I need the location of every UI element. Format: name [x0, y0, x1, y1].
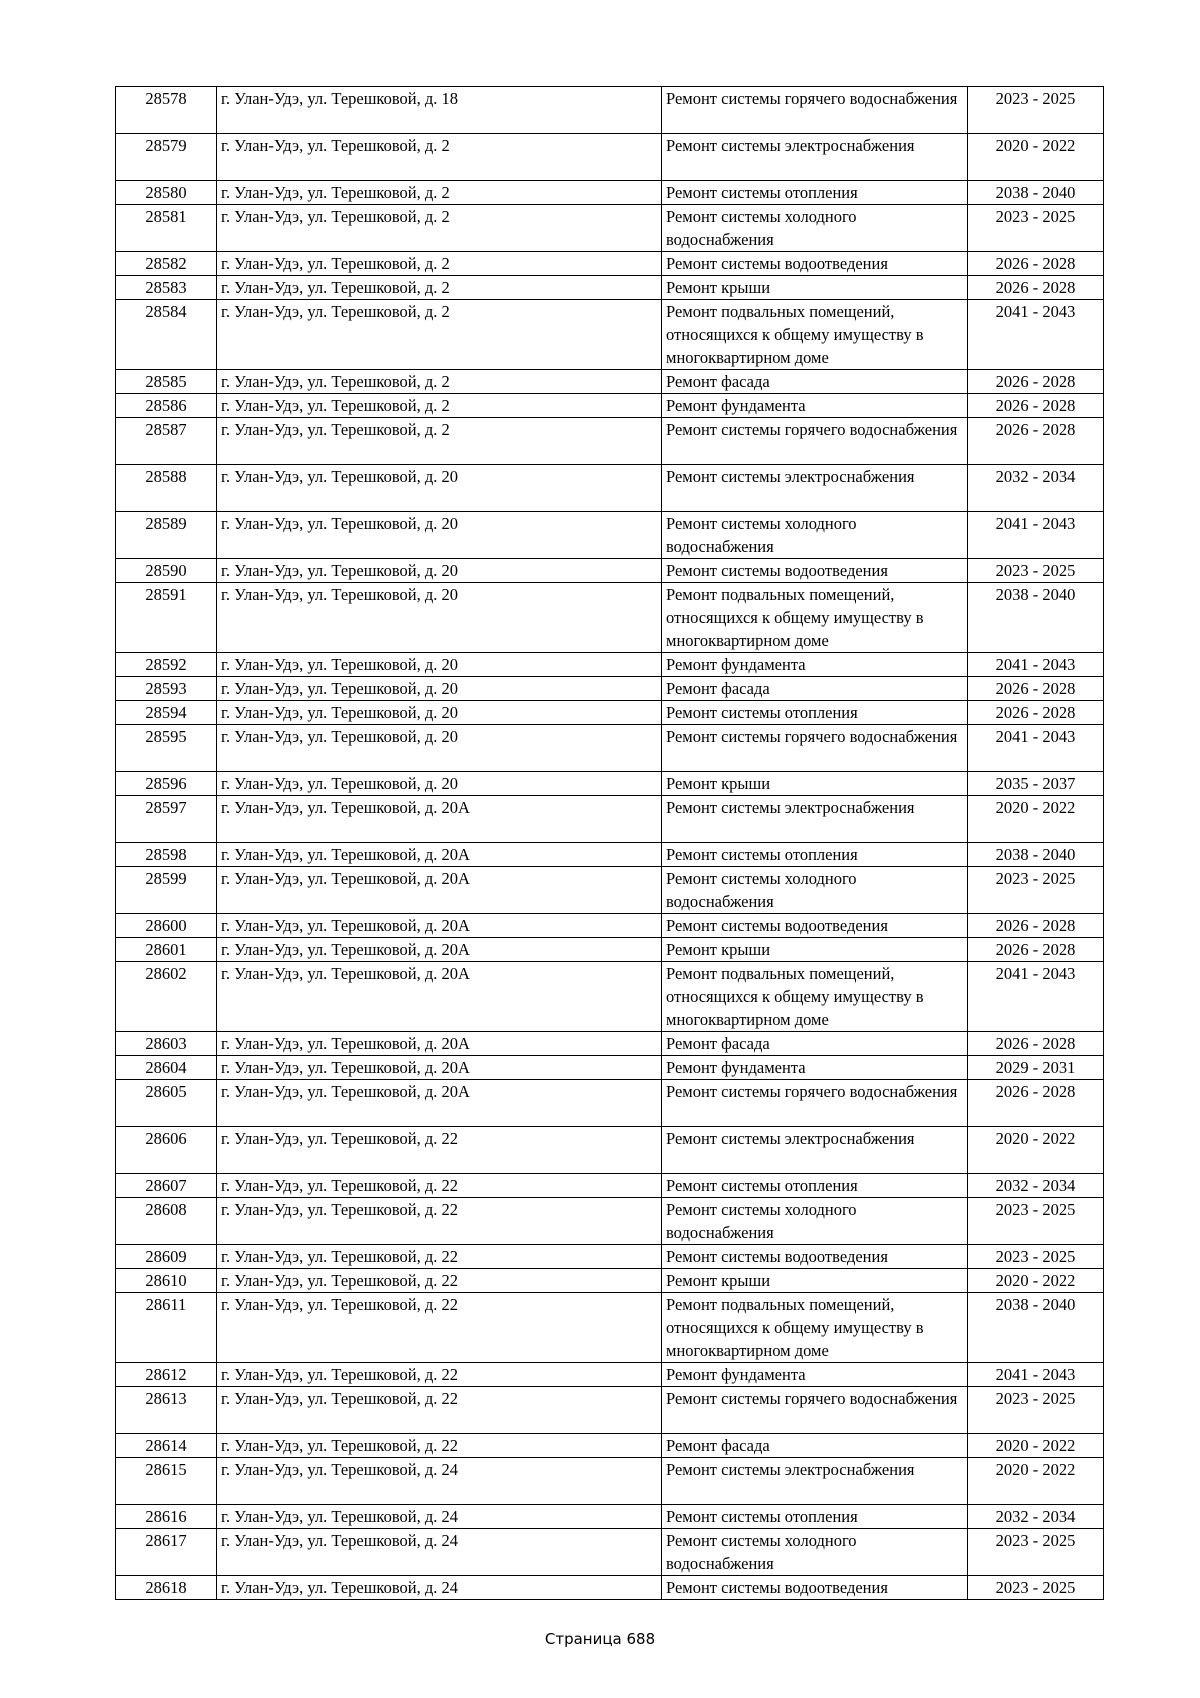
work-type-cell: Ремонт фасада	[662, 677, 968, 701]
period-cell: 2023 - 2025	[968, 1529, 1104, 1576]
table-row	[116, 653, 1104, 677]
period-cell: 2026 - 2028	[968, 394, 1104, 418]
row-id: 28602	[116, 962, 217, 1032]
period-cell: 2026 - 2028	[968, 418, 1104, 465]
row-id: 28609	[116, 1245, 217, 1269]
table-row	[116, 252, 1104, 276]
row-id: 28611	[116, 1293, 217, 1363]
row-id: 28596	[116, 772, 217, 796]
address-cell: г. Улан-Удэ, ул. Терешковой, д. 24	[217, 1458, 662, 1505]
period-cell: 2020 - 2022	[968, 1434, 1104, 1458]
table-row	[116, 1458, 1104, 1505]
address-cell: г. Улан-Удэ, ул. Терешковой, д. 20	[217, 465, 662, 512]
period-cell: 2020 - 2022	[968, 1127, 1104, 1174]
address-cell: г. Улан-Удэ, ул. Терешковой, д. 2	[217, 418, 662, 465]
table-row	[116, 938, 1104, 962]
period-cell: 2026 - 2028	[968, 1032, 1104, 1056]
period-cell: 2023 - 2025	[968, 1198, 1104, 1245]
work-type-cell: Ремонт подвальных помещений, относящихся к общему имуществу в многоквартирном доме	[662, 962, 968, 1032]
table-row	[116, 914, 1104, 938]
table-row	[116, 1576, 1104, 1600]
address-cell: г. Улан-Удэ, ул. Терешковой, д. 22	[217, 1434, 662, 1458]
period-cell: 2041 - 2043	[968, 1363, 1104, 1387]
period-cell: 2026 - 2028	[968, 370, 1104, 394]
address-cell: г. Улан-Удэ, ул. Терешковой, д. 20	[217, 725, 662, 772]
address-cell: г. Улан-Удэ, ул. Терешковой, д. 2	[217, 370, 662, 394]
period-cell: 2038 - 2040	[968, 843, 1104, 867]
row-id: 28601	[116, 938, 217, 962]
period-cell: 2020 - 2022	[968, 134, 1104, 181]
address-cell: г. Улан-Удэ, ул. Терешковой, д. 20А	[217, 914, 662, 938]
row-id: 28588	[116, 465, 217, 512]
period-cell: 2026 - 2028	[968, 701, 1104, 725]
table-row	[116, 512, 1104, 559]
address-cell: г. Улан-Удэ, ул. Терешковой, д. 20	[217, 512, 662, 559]
table-row	[116, 701, 1104, 725]
period-cell: 2041 - 2043	[968, 300, 1104, 370]
table-row	[116, 725, 1104, 772]
work-type-cell: Ремонт фундамента	[662, 1363, 968, 1387]
address-cell: г. Улан-Удэ, ул. Терешковой, д. 24	[217, 1529, 662, 1576]
row-id: 28618	[116, 1576, 217, 1600]
row-id: 28605	[116, 1080, 217, 1127]
address-cell: г. Улан-Удэ, ул. Терешковой, д. 20А	[217, 1056, 662, 1080]
row-id: 28587	[116, 418, 217, 465]
table-row	[116, 583, 1104, 653]
row-id: 28604	[116, 1056, 217, 1080]
work-type-cell: Ремонт системы отопления	[662, 843, 968, 867]
work-type-cell: Ремонт подвальных помещений, относящихся к общему имуществу в многоквартирном доме	[662, 583, 968, 653]
address-cell: г. Улан-Удэ, ул. Терешковой, д. 20А	[217, 867, 662, 914]
address-cell: г. Улан-Удэ, ул. Терешковой, д. 20А	[217, 1032, 662, 1056]
row-id: 28598	[116, 843, 217, 867]
address-cell: г. Улан-Удэ, ул. Терешковой, д. 20	[217, 583, 662, 653]
table-row	[116, 867, 1104, 914]
table-row	[116, 465, 1104, 512]
work-type-cell: Ремонт подвальных помещений, относящихся к общему имуществу в многоквартирном доме	[662, 300, 968, 370]
table-row	[116, 300, 1104, 370]
period-cell: 2041 - 2043	[968, 653, 1104, 677]
work-type-cell: Ремонт системы отопления	[662, 1505, 968, 1529]
work-type-cell: Ремонт крыши	[662, 1269, 968, 1293]
row-id: 28617	[116, 1529, 217, 1576]
table-row	[116, 370, 1104, 394]
address-cell: г. Улан-Удэ, ул. Терешковой, д. 22	[217, 1269, 662, 1293]
address-cell: г. Улан-Удэ, ул. Терешковой, д. 2	[217, 394, 662, 418]
row-id: 28591	[116, 583, 217, 653]
table-row	[116, 1198, 1104, 1245]
row-id: 28615	[116, 1458, 217, 1505]
period-cell: 2020 - 2022	[968, 1269, 1104, 1293]
row-id: 28580	[116, 181, 217, 205]
period-cell: 2041 - 2043	[968, 725, 1104, 772]
address-cell: г. Улан-Удэ, ул. Терешковой, д. 24	[217, 1505, 662, 1529]
period-cell: 2038 - 2040	[968, 181, 1104, 205]
work-type-cell: Ремонт системы горячего водоснабжения	[662, 725, 968, 772]
table-row	[116, 1174, 1104, 1198]
work-type-cell: Ремонт системы холодного водоснабжения	[662, 205, 968, 252]
work-type-cell: Ремонт системы электроснабжения	[662, 134, 968, 181]
table-row	[116, 1269, 1104, 1293]
work-type-cell: Ремонт системы холодного водоснабжения	[662, 1198, 968, 1245]
row-id: 28608	[116, 1198, 217, 1245]
table-row	[116, 205, 1104, 252]
table-row	[116, 276, 1104, 300]
row-id: 28612	[116, 1363, 217, 1387]
address-cell: г. Улан-Удэ, ул. Терешковой, д. 22	[217, 1363, 662, 1387]
address-cell: г. Улан-Удэ, ул. Терешковой, д. 2	[217, 205, 662, 252]
period-cell: 2023 - 2025	[968, 559, 1104, 583]
period-cell: 2032 - 2034	[968, 1174, 1104, 1198]
address-cell: г. Улан-Удэ, ул. Терешковой, д. 22	[217, 1293, 662, 1363]
period-cell: 2038 - 2040	[968, 583, 1104, 653]
address-cell: г. Улан-Удэ, ул. Терешковой, д. 2	[217, 134, 662, 181]
period-cell: 2023 - 2025	[968, 867, 1104, 914]
work-type-cell: Ремонт системы водоотведения	[662, 1576, 968, 1600]
row-id: 28583	[116, 276, 217, 300]
table-row	[116, 962, 1104, 1032]
work-type-cell: Ремонт крыши	[662, 938, 968, 962]
period-cell: 2023 - 2025	[968, 1245, 1104, 1269]
table-row	[116, 1127, 1104, 1174]
table-row	[116, 1529, 1104, 1576]
work-type-cell: Ремонт подвальных помещений, относящихся к общему имуществу в многоквартирном доме	[662, 1293, 968, 1363]
address-cell: г. Улан-Удэ, ул. Терешковой, д. 22	[217, 1174, 662, 1198]
period-cell: 2026 - 2028	[968, 914, 1104, 938]
address-cell: г. Улан-Удэ, ул. Терешковой, д. 20А	[217, 962, 662, 1032]
period-cell: 2023 - 2025	[968, 1576, 1104, 1600]
table-row	[116, 1434, 1104, 1458]
row-id: 28579	[116, 134, 217, 181]
work-type-cell: Ремонт системы отопления	[662, 181, 968, 205]
table-row	[116, 1387, 1104, 1434]
period-cell: 2032 - 2034	[968, 465, 1104, 512]
row-id: 28595	[116, 725, 217, 772]
table-row	[116, 796, 1104, 843]
work-type-cell: Ремонт системы электроснабжения	[662, 465, 968, 512]
work-type-cell: Ремонт фасада	[662, 1032, 968, 1056]
period-cell: 2041 - 2043	[968, 512, 1104, 559]
period-cell: 2020 - 2022	[968, 1458, 1104, 1505]
row-id: 28582	[116, 252, 217, 276]
address-cell: г. Улан-Удэ, ул. Терешковой, д. 22	[217, 1198, 662, 1245]
address-cell: г. Улан-Удэ, ул. Терешковой, д. 18	[217, 87, 662, 134]
period-cell: 2041 - 2043	[968, 962, 1104, 1032]
row-id: 28600	[116, 914, 217, 938]
address-cell: г. Улан-Удэ, ул. Терешковой, д. 20А	[217, 843, 662, 867]
table-body	[116, 87, 1104, 1600]
table-row	[116, 1056, 1104, 1080]
address-cell: г. Улан-Удэ, ул. Терешковой, д. 2	[217, 181, 662, 205]
address-cell: г. Улан-Удэ, ул. Терешковой, д. 20	[217, 677, 662, 701]
row-id: 28586	[116, 394, 217, 418]
row-id: 28589	[116, 512, 217, 559]
row-id: 28603	[116, 1032, 217, 1056]
row-id: 28590	[116, 559, 217, 583]
work-type-cell: Ремонт системы холодного водоснабжения	[662, 1529, 968, 1576]
period-cell: 2023 - 2025	[968, 205, 1104, 252]
row-id: 28613	[116, 1387, 217, 1434]
address-cell: г. Улан-Удэ, ул. Терешковой, д. 22	[217, 1245, 662, 1269]
row-id: 28594	[116, 701, 217, 725]
work-type-cell: Ремонт крыши	[662, 772, 968, 796]
address-cell: г. Улан-Удэ, ул. Терешковой, д. 20А	[217, 1080, 662, 1127]
work-type-cell: Ремонт фундамента	[662, 653, 968, 677]
work-type-cell: Ремонт системы холодного водоснабжения	[662, 867, 968, 914]
period-cell: 2026 - 2028	[968, 938, 1104, 962]
period-cell: 2026 - 2028	[968, 276, 1104, 300]
address-cell: г. Улан-Удэ, ул. Терешковой, д. 22	[217, 1387, 662, 1434]
work-type-cell: Ремонт системы отопления	[662, 701, 968, 725]
work-type-cell: Ремонт системы горячего водоснабжения	[662, 418, 968, 465]
table-row	[116, 559, 1104, 583]
period-cell: 2023 - 2025	[968, 1387, 1104, 1434]
address-cell: г. Улан-Удэ, ул. Терешковой, д. 20А	[217, 938, 662, 962]
row-id: 28606	[116, 1127, 217, 1174]
work-type-cell: Ремонт фундамента	[662, 1056, 968, 1080]
table-row	[116, 1245, 1104, 1269]
work-type-cell: Ремонт системы электроснабжения	[662, 1127, 968, 1174]
row-id: 28593	[116, 677, 217, 701]
work-type-cell: Ремонт системы холодного водоснабжения	[662, 512, 968, 559]
work-type-cell: Ремонт системы водоотведения	[662, 252, 968, 276]
work-type-cell: Ремонт системы горячего водоснабжения	[662, 1387, 968, 1434]
period-cell: 2026 - 2028	[968, 677, 1104, 701]
table-row	[116, 87, 1104, 134]
period-cell: 2029 - 2031	[968, 1056, 1104, 1080]
row-id: 28599	[116, 867, 217, 914]
work-type-cell: Ремонт системы водоотведения	[662, 559, 968, 583]
work-type-cell: Ремонт фасада	[662, 370, 968, 394]
table-row	[116, 1363, 1104, 1387]
row-id: 28578	[116, 87, 217, 134]
row-id: 28607	[116, 1174, 217, 1198]
work-type-cell: Ремонт системы электроснабжения	[662, 1458, 968, 1505]
work-type-cell: Ремонт фундамента	[662, 394, 968, 418]
table-row	[116, 1293, 1104, 1363]
address-cell: г. Улан-Удэ, ул. Терешковой, д. 22	[217, 1127, 662, 1174]
address-cell: г. Улан-Удэ, ул. Терешковой, д. 20	[217, 701, 662, 725]
work-type-cell: Ремонт системы водоотведения	[662, 1245, 968, 1269]
work-type-cell: Ремонт системы горячего водоснабжения	[662, 1080, 968, 1127]
repair-schedule-table	[115, 86, 1104, 1600]
address-cell: г. Улан-Удэ, ул. Терешковой, д. 20	[217, 772, 662, 796]
row-id: 28592	[116, 653, 217, 677]
period-cell: 2035 - 2037	[968, 772, 1104, 796]
table-row	[116, 418, 1104, 465]
address-cell: г. Улан-Удэ, ул. Терешковой, д. 24	[217, 1576, 662, 1600]
table-row	[116, 843, 1104, 867]
row-id: 28610	[116, 1269, 217, 1293]
period-cell: 2023 - 2025	[968, 87, 1104, 134]
period-cell: 2032 - 2034	[968, 1505, 1104, 1529]
row-id: 28581	[116, 205, 217, 252]
work-type-cell: Ремонт системы водоотведения	[662, 914, 968, 938]
period-cell: 2020 - 2022	[968, 796, 1104, 843]
row-id: 28616	[116, 1505, 217, 1529]
work-type-cell: Ремонт системы электроснабжения	[662, 796, 968, 843]
page-number: Страница 688	[544, 1630, 656, 1648]
row-id: 28584	[116, 300, 217, 370]
row-id: 28585	[116, 370, 217, 394]
table-row	[116, 181, 1104, 205]
table-row	[116, 772, 1104, 796]
period-cell: 2026 - 2028	[968, 1080, 1104, 1127]
period-cell: 2026 - 2028	[968, 252, 1104, 276]
table-row	[116, 394, 1104, 418]
table-row	[116, 677, 1104, 701]
table-row	[116, 1032, 1104, 1056]
address-cell: г. Улан-Удэ, ул. Терешковой, д. 2	[217, 252, 662, 276]
address-cell: г. Улан-Удэ, ул. Терешковой, д. 20	[217, 653, 662, 677]
period-cell: 2038 - 2040	[968, 1293, 1104, 1363]
address-cell: г. Улан-Удэ, ул. Терешковой, д. 20	[217, 559, 662, 583]
address-cell: г. Улан-Удэ, ул. Терешковой, д. 2	[217, 276, 662, 300]
work-type-cell: Ремонт крыши	[662, 276, 968, 300]
row-id: 28614	[116, 1434, 217, 1458]
row-id: 28597	[116, 796, 217, 843]
work-type-cell: Ремонт фасада	[662, 1434, 968, 1458]
work-type-cell: Ремонт системы горячего водоснабжения	[662, 87, 968, 134]
table-row	[116, 1080, 1104, 1127]
address-cell: г. Улан-Удэ, ул. Терешковой, д. 20А	[217, 796, 662, 843]
table-row	[116, 134, 1104, 181]
work-type-cell: Ремонт системы отопления	[662, 1174, 968, 1198]
address-cell: г. Улан-Удэ, ул. Терешковой, д. 2	[217, 300, 662, 370]
table-row	[116, 1505, 1104, 1529]
